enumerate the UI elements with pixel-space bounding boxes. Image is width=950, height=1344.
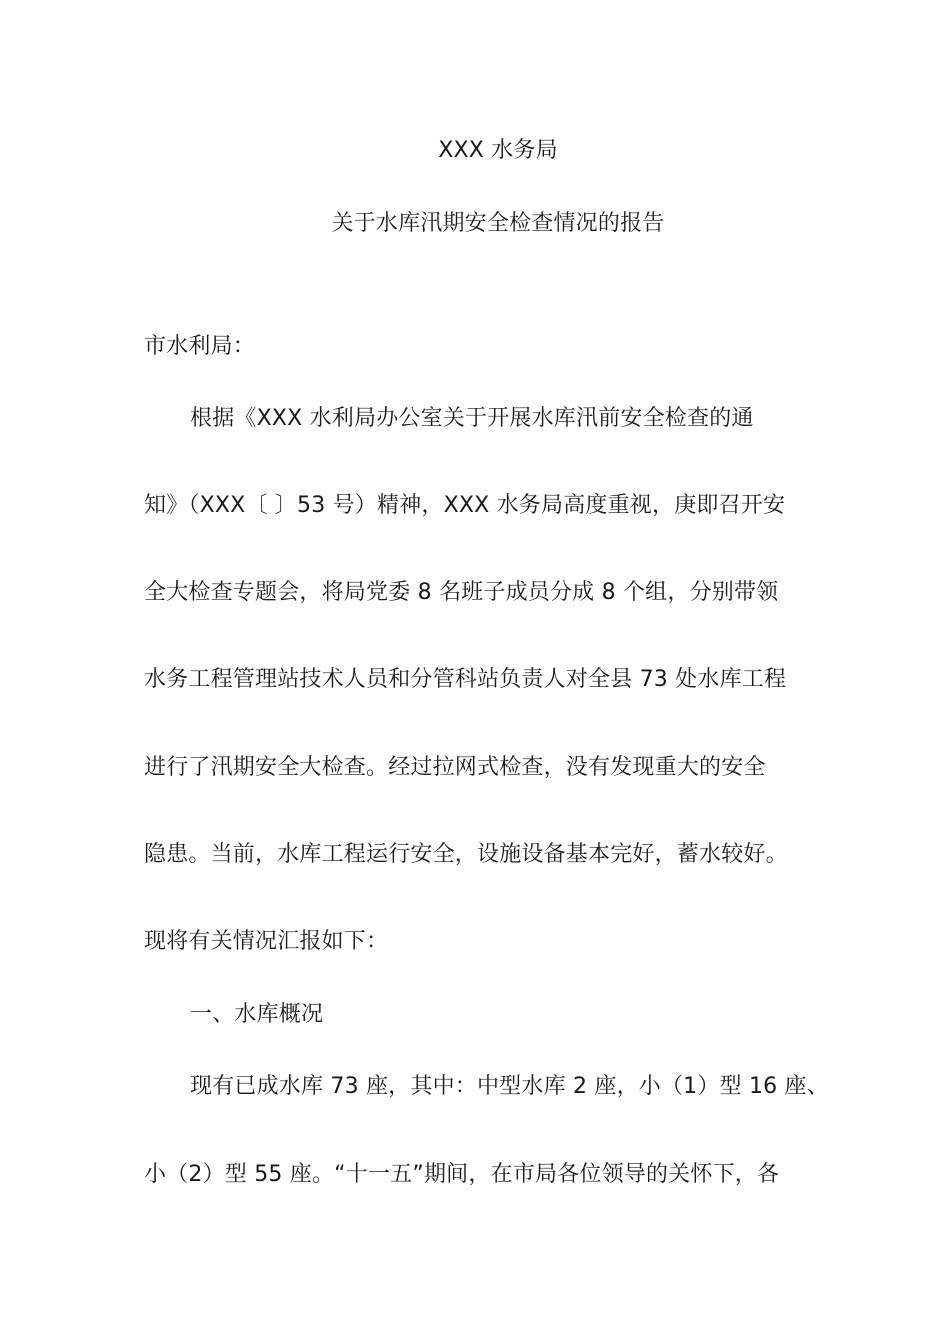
paragraph-line: 水务工程管理站技术人员和分管科站负责人对全县 73 处水库工程 xyxy=(144,667,787,692)
document-title: 关于水库汛期安全检查情况的报告 xyxy=(331,211,665,236)
section-heading: 一、水库概况 xyxy=(190,1002,324,1027)
paragraph-line: 根据《XXX 水利局办公室关于开展水库汛前安全检查的通 xyxy=(190,406,754,431)
paragraph-line: 隐患。当前，水库工程运行安全，设施设备基本完好，蓄水较好。 xyxy=(144,842,788,867)
document-title-org: XXX 水务局 xyxy=(438,138,558,163)
paragraph-line: 现将有关情况汇报如下： xyxy=(144,929,389,954)
paragraph-line: 进行了汛期安全大检查。经过拉网式检查，没有发现重大的安全 xyxy=(144,755,766,780)
salutation: 市水利局： xyxy=(144,334,256,359)
paragraph-line: 小（2）型 55 座。“十一五”期间，在市局各位领导的关怀下，各 xyxy=(144,1162,780,1187)
paragraph-line: 现有已成水库 73 座，其中：中型水库 2 座，小（1）型 16 座、 xyxy=(190,1074,829,1099)
paragraph-line: 知》（XXX〔 〕53 号）精神，XXX 水务局高度重视，庚即召开安 xyxy=(144,493,786,518)
paragraph-line: 全大检查专题会，将局党委 8 名班子成员分成 8 个组，分别带领 xyxy=(144,580,779,605)
